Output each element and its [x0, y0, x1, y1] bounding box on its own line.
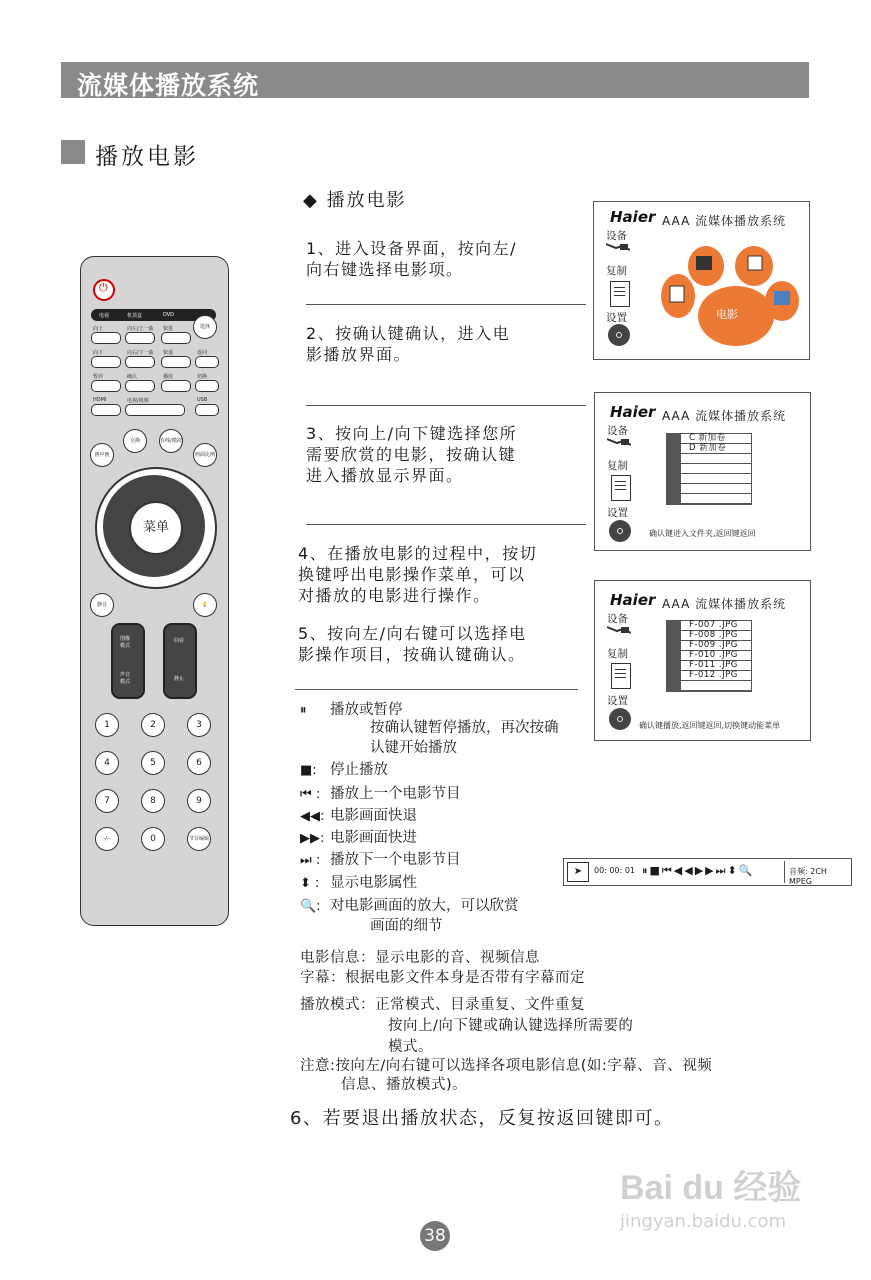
remote-key-label: 暂停: [93, 374, 104, 380]
remote-key[interactable]: [161, 332, 191, 344]
movie-info-note: 电影信息：显示电影的音、视频信息: [300, 950, 540, 966]
legend-row: [340, 718, 559, 738]
audio-info: 音频: 2CH MPEG: [789, 867, 827, 886]
next-icon: ⏭ :: [300, 853, 321, 868]
usb-cable-icon: [607, 437, 631, 449]
row-marker: [667, 621, 681, 630]
power-button[interactable]: [93, 279, 115, 301]
list-item-label: F-008 .JPG: [689, 630, 738, 640]
step-2: 2、按确认键确认，进入电 影播放界面。: [306, 324, 511, 364]
settings-label: 设置: [607, 507, 628, 519]
remote-key[interactable]: [161, 380, 191, 392]
haier-logo: Haier: [610, 591, 656, 609]
list-item-label: D 新加卷: [689, 443, 727, 453]
remote-key-label: 电视/视频: [127, 398, 149, 404]
list-item-label: [681, 474, 689, 483]
usb-cable-icon: [606, 242, 630, 254]
play-mode-note-2: 按向上/向下键或确认键选择所需要的: [388, 1018, 634, 1034]
movie-label: 电影: [716, 308, 738, 321]
film-reel-icon: [608, 324, 630, 346]
row-marker: [667, 651, 681, 660]
remote-key[interactable]: [91, 356, 121, 368]
header-title: 流媒体播放系统: [77, 71, 260, 100]
legend-text: 播放上一个电影节目: [330, 786, 461, 802]
rewind-icon: ◀◀:: [300, 809, 325, 824]
play-icon[interactable]: ➤: [567, 862, 589, 882]
row-marker: [667, 454, 681, 463]
film-reel-icon: [609, 520, 631, 542]
watermark-brand: Bai du 经验: [620, 1169, 802, 1207]
mode-dvd[interactable]: DVD: [163, 312, 175, 318]
divider: [295, 689, 578, 690]
aspect-button[interactable]: [193, 443, 217, 467]
legend-text: 画面的细节: [370, 918, 443, 934]
device-label: 设备: [606, 230, 627, 242]
baidu-watermark: [620, 1160, 820, 1250]
document-icon: [610, 281, 630, 307]
mute-label: 静音: [96, 602, 107, 608]
list-item-label: [681, 484, 689, 493]
row-marker: [667, 671, 681, 680]
film-reel-icon: [609, 708, 631, 730]
pip-button[interactable]: [90, 443, 114, 467]
menu-label: 菜单: [142, 520, 169, 535]
swap-button[interactable]: [123, 429, 147, 453]
legend-row: [300, 850, 461, 871]
remote-key[interactable]: [125, 380, 155, 392]
section-title: 播放电影: [95, 144, 199, 170]
page-number: 38: [420, 1221, 450, 1251]
review-freeze-rocker[interactable]: [163, 623, 197, 699]
row-marker: [667, 434, 681, 443]
row-marker: [667, 641, 681, 650]
settings-label: 设置: [606, 312, 627, 324]
remote-key-label: 快进: [163, 326, 174, 332]
attention-note: 注意:按向左/向右键可以选择各项电影信息(如:字幕、音、视频: [300, 1058, 713, 1074]
divider: [306, 304, 586, 305]
numpad-key[interactable]: 6: [187, 751, 211, 775]
screen-title: AAA 流媒体播放系统: [662, 597, 787, 611]
list-item[interactable]: [667, 464, 751, 474]
divider: [784, 861, 785, 883]
numpad-key[interactable]: -/--: [95, 827, 119, 851]
play-mode-note-3: 模式。: [388, 1039, 433, 1055]
stop-icon: ■:: [300, 763, 317, 778]
numpad-key[interactable]: 3: [187, 713, 211, 737]
divider: [306, 405, 586, 406]
fast-forward-icon: ▶▶:: [300, 831, 325, 846]
menu-button[interactable]: [129, 501, 183, 555]
list-item[interactable]: [667, 454, 751, 464]
remote-key[interactable]: [91, 332, 121, 344]
legend-row: [300, 806, 417, 827]
legend-text: 电影画面快进: [330, 830, 417, 846]
subtitle-note: 字幕：根据电影文件本身是否带有字幕而定: [300, 970, 585, 986]
drive-list: [666, 433, 752, 505]
picture-sound-rocker[interactable]: [111, 623, 145, 699]
screen-device-menu: [593, 201, 810, 360]
player-control-bar: [563, 858, 852, 886]
sound-mode-label: 声音 模式: [120, 672, 131, 685]
legend-row: [300, 760, 388, 781]
remote-key[interactable]: [91, 404, 121, 416]
remote-key-label: USB: [197, 397, 208, 403]
watermark-url: jingyan.baidu.com: [620, 1211, 787, 1232]
legend-row: [300, 784, 461, 805]
numpad-key[interactable]: 8: [141, 789, 165, 813]
usb-cable-icon: [607, 625, 631, 637]
remote-key[interactable]: [195, 380, 219, 392]
list-item[interactable]: [667, 474, 751, 484]
numpad-key[interactable]: 5: [141, 751, 165, 775]
numpad-key[interactable]: 9: [187, 789, 211, 813]
list-item-label: F-011 .JPG: [689, 660, 738, 670]
screen-hint: 确认键播放,返回键返回,切换键动能菜单: [639, 721, 781, 730]
document-icon: [611, 663, 631, 689]
numpad-key[interactable]: 节目编辑: [187, 827, 211, 851]
step-4: 4、在播放电影的过程中，按切 换键呼出电影操作菜单，可以 对播放的电影进行操作。: [298, 544, 538, 605]
mode-stb[interactable]: 机顶盒: [127, 313, 143, 319]
screen-drive-list: [594, 392, 811, 551]
row-marker: [667, 681, 681, 690]
row-marker: [667, 444, 681, 453]
remote-key-label: 向左/上一曲: [127, 326, 154, 332]
row-marker: [667, 484, 681, 493]
list-item[interactable]: [667, 494, 751, 504]
list-item-label: [681, 681, 689, 690]
list-item-label: F-012 .JPG: [689, 670, 738, 680]
remote-key[interactable]: [125, 332, 155, 344]
remote-key[interactable]: [125, 404, 185, 416]
remote-control: [80, 256, 229, 926]
remote-key[interactable]: [161, 356, 191, 368]
list-item-label: F-007 .JPG: [689, 620, 738, 630]
numpad-key[interactable]: 1: [95, 713, 119, 737]
cable-label: 有线/模拟: [160, 438, 182, 444]
attention-note-2: 信息、播放模式)。: [341, 1077, 468, 1093]
haier-logo: Haier: [610, 403, 656, 421]
haier-logo: Haier: [610, 208, 656, 226]
step-1: 1、进入设备界面，按向左/ 向右键选择电影项。: [306, 239, 518, 279]
legend-text: 停止播放: [330, 762, 388, 778]
remote-key[interactable]: [195, 404, 219, 416]
numpad-key[interactable]: 4: [95, 751, 119, 775]
list-item-label: F-009 .JPG: [689, 640, 738, 650]
info-icon: ⬍ :: [300, 876, 320, 891]
screen-title: AAA 流媒体播放系统: [662, 214, 787, 228]
copy-label: 复制: [607, 648, 628, 660]
review-label: 回看: [174, 638, 185, 644]
cable-button[interactable]: [159, 429, 183, 453]
remote-key-label: 确认: [127, 374, 138, 380]
play-mode-note: 播放模式：正常模式、目录重复、文件重复: [300, 997, 585, 1013]
remote-key[interactable]: [125, 356, 155, 368]
pip-label: 画中画: [94, 452, 110, 458]
step-5: 5、按向左/向右键可以选择电 影操作项目，按确认键确认。: [298, 624, 527, 664]
swap-label: 交换: [129, 438, 140, 444]
divider: [306, 524, 586, 525]
copy-label: 复制: [607, 460, 628, 472]
screen-hint: 确认键进入文件夹,返回键返回: [649, 529, 756, 538]
list-item[interactable]: [667, 681, 751, 691]
row-marker: [667, 494, 681, 503]
paw-menu-graphic: [656, 246, 806, 354]
remote-key-label: 返回: [197, 350, 208, 356]
legend-text: 显示电影属性: [330, 875, 417, 891]
remote-key-label: 播放: [163, 374, 174, 380]
playback-time: 00: 00: 01: [594, 866, 636, 875]
copy-label: 复制: [606, 265, 627, 277]
mode-tv[interactable]: 电视: [99, 313, 110, 319]
row-marker: [667, 631, 681, 640]
device-label: 设备: [607, 613, 628, 625]
legend-text: 按确认键暂停播放，再次按确: [370, 720, 559, 736]
remote-key-label: 切换: [197, 374, 208, 380]
legend-text: 对电影画面的放大，可以欣赏: [330, 898, 519, 914]
file-list: [666, 620, 752, 692]
device-label: 设备: [607, 425, 628, 437]
pause-icon: ⏸: [300, 703, 307, 718]
list-item-label: C 新加卷: [689, 433, 726, 443]
bulb-icon[interactable]: 💡: [193, 593, 217, 617]
screen-title: AAA 流媒体播放系统: [662, 409, 787, 423]
section-marker: [61, 140, 85, 164]
legend-text: 认键开始播放: [370, 740, 457, 756]
aspect-label: 画面比例: [194, 452, 215, 458]
prev-icon: ⏮ :: [300, 787, 321, 802]
power-icon: ⏻: [99, 281, 108, 294]
settings-label: 设置: [607, 695, 628, 707]
remote-key-label: 快退: [163, 350, 174, 356]
row-marker: [667, 661, 681, 670]
step-6: 6、若要退出播放状态，反复按返回键即可。: [290, 1108, 674, 1129]
document-icon: [611, 475, 631, 501]
numpad-key[interactable]: 0: [141, 827, 165, 851]
legend-text: 电影画面快退: [330, 808, 417, 824]
legend-text: 播放下一个电影节目: [330, 852, 461, 868]
screen-file-list: [594, 580, 811, 741]
remote-key[interactable]: [195, 356, 219, 368]
list-item-label: [681, 454, 689, 463]
list-item-label: F-010 .JPG: [689, 650, 738, 660]
remote-key-label: HDMI: [93, 397, 107, 403]
legend-row: [300, 873, 417, 894]
subsection-title: ◆ 播放电影: [303, 190, 407, 211]
row-marker: [667, 474, 681, 483]
transport-icons[interactable]: ⏸■⏮◀◀▶▶⏭⬍🔍: [642, 864, 755, 877]
header-bar: [61, 62, 809, 98]
list-item[interactable]: [667, 671, 751, 681]
legend-row: [300, 828, 417, 849]
remote-key-label: 向上: [93, 326, 104, 332]
step-3: 3、按向上/向下键选择您所 需要欣赏的电影，按确认键 进入播放显示界面。: [306, 424, 518, 485]
legend-text: 播放或暂停: [330, 702, 403, 718]
list-item[interactable]: [667, 484, 751, 494]
picture-mode-label: 图像 模式: [120, 636, 131, 649]
legend-row: [340, 916, 443, 936]
remote-key-label: 向下: [93, 350, 104, 356]
numpad-key[interactable]: 7: [95, 789, 119, 813]
zoom-icon: 🔍:: [300, 899, 321, 914]
legend-row: [340, 738, 457, 758]
remote-key[interactable]: [91, 380, 121, 392]
list-item-label: [681, 494, 689, 503]
list-item[interactable]: [667, 444, 751, 454]
remote-key-label: 向右/下一曲: [127, 350, 154, 356]
legend-row: [300, 896, 519, 917]
row-marker: [667, 464, 681, 473]
select-button[interactable]: [193, 315, 217, 339]
list-item-label: [681, 464, 689, 473]
mute-button[interactable]: [90, 593, 114, 617]
freeze-label: 静止: [174, 676, 185, 682]
numpad-key[interactable]: 2: [141, 713, 165, 737]
select-label: 选择: [199, 324, 210, 330]
